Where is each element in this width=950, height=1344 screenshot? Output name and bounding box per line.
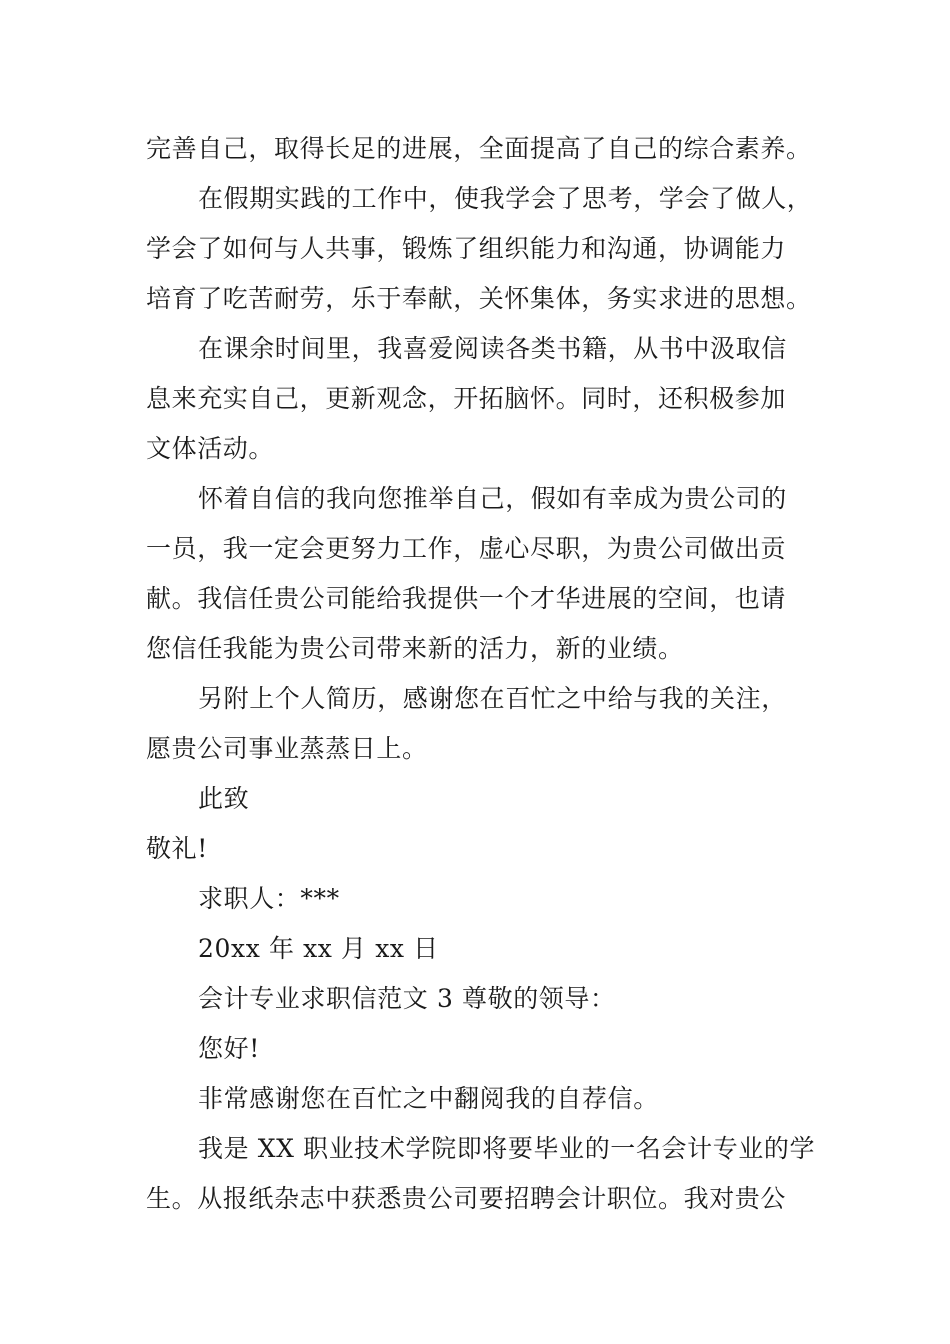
paragraph-line: 在课余时间里，我喜爱阅读各类书籍，从书中汲取信 xyxy=(198,334,787,363)
paragraph-line: 在假期实践的工作中，使我学会了思考，学会了做人， xyxy=(198,184,813,213)
greeting-line: 您好! xyxy=(198,1034,260,1063)
section-heading: 会计专业求职信范文 3 尊敬的领导： xyxy=(198,984,616,1013)
paragraph-line: 怀着自信的我向您推举自己，假如有幸成为贵公司的 xyxy=(198,484,787,513)
paragraph-line: 培育了吃苦耐劳，乐于奉献，关怀集体，务实求进的思想。 xyxy=(146,284,812,313)
paragraph-line: 您信任我能为贵公司带来新的活力，新的业绩。 xyxy=(146,634,684,663)
paragraph-line: 愿贵公司事业蒸蒸日上。 xyxy=(146,734,428,763)
paragraph-line: 生。从报纸杂志中获悉贵公司要招聘会计职位。我对贵公 xyxy=(146,1184,787,1213)
paragraph-line: 文体活动。 xyxy=(146,434,275,463)
paragraph-line: 完善自己，取得长足的进展，全面提高了自己的综合素养。 xyxy=(146,134,812,163)
date-line: 20xx 年 xx 月 xx 日 xyxy=(198,934,439,963)
paragraph-line: 一员，我一定会更努力工作，虚心尽职，为贵公司做出贡 xyxy=(146,534,787,563)
paragraph-line: 学会了如何与人共事，锻炼了组织能力和沟通，协调能力 xyxy=(146,234,787,263)
closing-regards: 敬礼! xyxy=(146,834,208,863)
signature-line: 求职人：*** xyxy=(198,884,340,913)
paragraph-line: 另附上个人简历，感谢您在百忙之中给与我的关注， xyxy=(198,684,787,713)
paragraph-line: 我是 XX 职业技术学院即将要毕业的一名会计专业的学 xyxy=(198,1134,816,1163)
closing-salutation: 此致 xyxy=(198,784,250,813)
paragraph-line: 非常感谢您在百忙之中翻阅我的自荐信。 xyxy=(198,1084,659,1113)
paragraph-line: 息来充实自己，更新观念，开拓脑怀。同时，还积极参加 xyxy=(146,384,787,413)
paragraph-line: 献。我信任贵公司能给我提供一个才华进展的空间，也请 xyxy=(146,584,787,613)
